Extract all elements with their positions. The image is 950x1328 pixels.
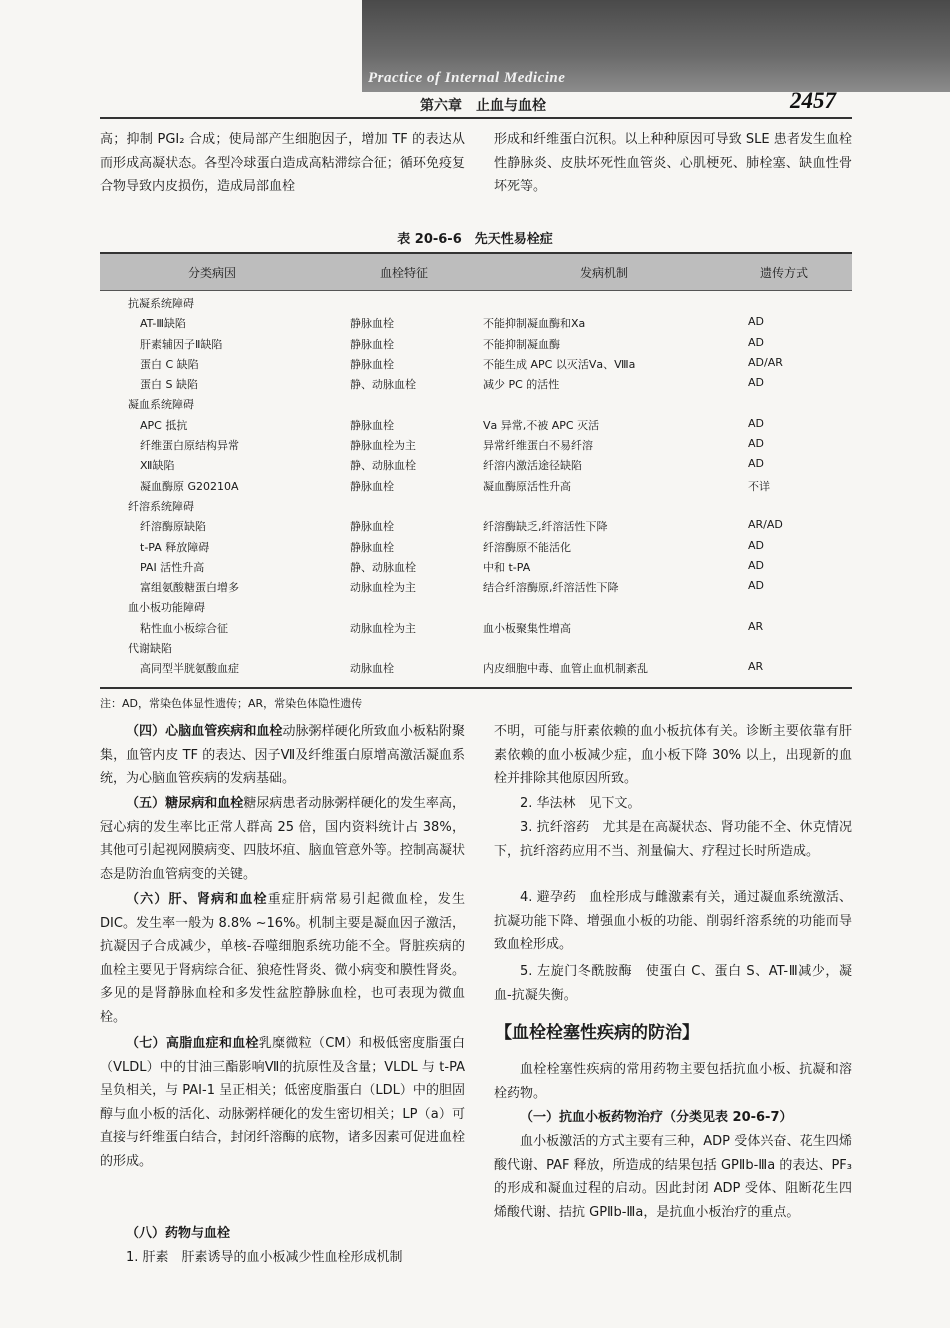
table-body <box>100 292 852 678</box>
para-antifibrinolytic: 3. 抗纤溶药 尤其是在高凝状态、肾功能不全、休克情况下，抗纤溶药应用不当、剂量偏大、疗程过长时所造成。 <box>494 820 852 859</box>
table-cell: AD <box>748 457 764 471</box>
table-cell: 纤溶酶原缺陷 <box>140 520 206 534</box>
table-cell: 静脉血栓 <box>350 540 394 554</box>
table-header <box>100 252 852 291</box>
table-row <box>100 556 852 576</box>
table-row <box>100 637 852 657</box>
table-cell: 不能生成 APC 以灭活Ⅴa、Ⅷa <box>483 357 636 371</box>
table-cell: 富组氨酸糖蛋白增多 <box>140 581 239 595</box>
table-header-cell: 发病机制 <box>580 266 629 280</box>
table-cell: 代谢缺陷 <box>128 642 172 656</box>
table-cell: 纤溶酶缺乏,纤溶活性下降 <box>483 520 608 534</box>
table-row <box>100 333 852 353</box>
table-cell: AR <box>748 660 764 674</box>
table-header-cell: 分类病因 <box>188 266 237 280</box>
table-cell: 血小板聚集性增高 <box>483 621 571 635</box>
para-text: 1. 肝素 肝素诱导的血小板减少性血栓形成机制 <box>126 1250 403 1265</box>
para-drugs-heading <box>100 1222 465 1246</box>
table-row <box>100 292 852 312</box>
table-cell: 静脉血栓 <box>350 317 394 331</box>
para-text: 重症肝病常易引起微血栓，发生 DIC。发生率一般为 8.8% ~16%。机制主要是凝血因子激活，抗凝因子合成减少，单核-吞噬细胞系统功能不全。肾脏疾病的血栓主要见于肾病综合征、狼疮性肾炎、微小病变和膜性肾炎。多见的是肾静脉血栓和多发性盆腔静脉血栓，也可表现为微血栓。 <box>100 892 465 1025</box>
table-row <box>100 495 852 515</box>
table-cell: AD <box>748 558 764 572</box>
table-row <box>100 536 852 556</box>
para-text: 动脉粥样硬化所致血小板粘附聚集，血管内皮 TF 的表达、因子Ⅶ及纤维蛋白原增高激活凝血系统，为心脑血管疾病的发病基础。 <box>100 724 465 786</box>
table-cell: 抗凝系统障碍 <box>128 297 194 310</box>
para-contraceptive: 4. 避孕药 血栓形成与雌激素有关，通过凝血系统激活、抗凝功能下降、增强血小板的功能、削弱纤溶系统的功能而导致血栓形成。 <box>494 890 852 952</box>
section-subtitle <box>494 1106 852 1130</box>
para-text: 乳糜微粒（CM）和极低密度脂蛋白（VLDL）中的甘油三酯影响Ⅶ的抗原性及含量；VLDL 与 t-PA 呈负相关，与 PAI-1 呈正相关；低密度脂蛋白（LDL）中的胆固醇与血小板的活化、动脉粥样硬化的发生密切相关；LP（a）可直接与纤维蛋白结合，封闭纤溶酶的底物，诸多因素可促进血栓的形成。 <box>100 1036 465 1169</box>
table-cell: 蛋白 C 缺陷 <box>140 357 199 371</box>
top-right-paragraph: 形成和纤维蛋白沉积。以上种种原因可导致 SLE 患者发生血栓性静脉炎、皮肤坏死性血管炎、心肌梗死、肺栓塞、缺血性骨坏死等。 <box>494 132 852 194</box>
para-text: 糖尿病患者动脉粥样硬化的发生率高，冠心病的发生率比正常人群高 25 倍，国内资料统计占 38%，其他可引起视网膜病变、四肢坏疽、脑血管意外等。控制高凝状态是防治血管病变的关键。 <box>100 796 465 882</box>
para-liver-kidney <box>100 888 465 1029</box>
table-cell: 粘性血小板综合征 <box>140 621 228 635</box>
table-cell: 结合纤溶酶原,纤溶活性下降 <box>483 581 619 595</box>
table-cell: 静脉血栓 <box>350 418 394 432</box>
table-cell: 血小板功能障碍 <box>128 601 205 615</box>
table-cell: AR <box>748 619 764 633</box>
para-cardio <box>100 720 465 791</box>
table-cell: 内皮细胞中毒、血管止血机制紊乱 <box>483 662 648 676</box>
para-asparaginase: 5. 左旋门冬酰胺酶 使蛋白 C、蛋白 S、AT-Ⅲ减少，凝血-抗凝失衡。 <box>494 964 852 1003</box>
table-row <box>100 434 852 454</box>
table-header-cell: 遗传方式 <box>760 266 809 280</box>
section-title: 【血栓栓塞性疾病的防治】 <box>495 1023 699 1043</box>
table-cell: AD <box>748 538 764 552</box>
section-intro: 血栓栓塞性疾病的常用药物主要包括抗血小板、抗凝和溶栓药物。 <box>494 1062 852 1101</box>
table-row <box>100 657 852 677</box>
table-cell: Ⅴa 异常,不被 APC 灭活 <box>483 418 600 432</box>
table-cell: AR/AD <box>748 518 783 532</box>
table-row <box>100 576 852 596</box>
table-cell: AD <box>748 437 764 451</box>
para-label: （七）高脂血症和血栓 <box>126 1036 259 1051</box>
header-rule <box>100 117 852 119</box>
table-row <box>100 515 852 535</box>
table-cell: 动脉血栓为主 <box>350 581 416 595</box>
table-cell: 动脉血栓为主 <box>350 621 416 635</box>
table-cell: 凝血酶原 G20210A <box>140 479 239 493</box>
table-cell: 不能抑制凝血酶 <box>483 337 560 351</box>
table-cell: 肝素辅因子Ⅱ缺陷 <box>140 337 223 351</box>
table-cell: AD <box>748 315 764 329</box>
table-cell: 静脉血栓为主 <box>350 439 416 453</box>
table-cell: 静脉血栓 <box>350 520 394 534</box>
table-note: 注：AD，常染色体显性遗传；AR，常染色体隐性遗传 <box>100 697 363 710</box>
table-cell: AD <box>748 416 764 430</box>
para-label: （四）心脑血管疾病和血栓 <box>126 724 283 739</box>
table-cell: 不详 <box>748 479 770 493</box>
table-row <box>100 454 852 474</box>
journal-title: Practice of Internal Medicine <box>368 70 566 86</box>
para-label: （六）肝、肾病和血栓 <box>126 892 268 907</box>
table-cell: t-PA 释放障碍 <box>140 540 210 554</box>
para-warfarin: 2. 华法林 见下文。 <box>520 796 641 811</box>
table-cell: AD <box>748 376 764 390</box>
para-heparin <box>100 1246 465 1270</box>
subsection-title: （一）抗血小板药物治疗（分类见表 20-6-7） <box>520 1110 793 1125</box>
table-cell: AD/AR <box>748 355 783 369</box>
table-cell: 静、动脉血栓 <box>350 560 416 574</box>
para-label: （五）糖尿病和血栓 <box>126 796 244 811</box>
para-hyperlipidemia <box>100 1032 465 1173</box>
table-cell: 纤溶系统障碍 <box>128 499 194 513</box>
table-cell: PAI 活性升高 <box>140 560 205 574</box>
table-row <box>100 373 852 393</box>
para-heparin-cont: 不明，可能与肝素依赖的血小板抗体有关。诊断主要依靠有肝素依赖的血小板减少症，血小板下降 30% 以上，出现新的血栓并排除其他原因所致。 <box>494 724 852 786</box>
top-left-paragraph: 高；抑制 PGI₂ 合成；使局部产生细胞因子，增加 TF 的表达从而形成高凝状态。各型冷球蛋白造成高粘滞综合征；循环免疫复合物导致内皮损伤，造成局部血栓 <box>100 132 465 194</box>
table-cell: 静、动脉血栓 <box>350 378 416 392</box>
table-cell: 不能抑制凝血酶和Ⅹa <box>483 317 586 331</box>
table-cell: 纤溶酶原不能活化 <box>483 540 571 554</box>
table-cell: 中和 t-PA <box>483 560 531 574</box>
table-cell: 纤溶内激活途径缺陷 <box>483 459 582 473</box>
table-cell: Ⅻ缺陷 <box>140 459 175 473</box>
table-cell: 动脉血栓 <box>350 662 394 676</box>
table-cell: 静脉血栓 <box>350 357 394 371</box>
table-cell: 静、动脉血栓 <box>350 459 416 473</box>
table-cell: AT-Ⅲ缺陷 <box>140 317 186 331</box>
para-diabetes <box>100 792 465 886</box>
table-row <box>100 353 852 373</box>
table-row <box>100 312 852 332</box>
section-body: 血小板激活的方式主要有三种，ADP 受体兴奋、花生四烯酸代谢、PAF 释放，所造成的结果包括 GPⅡb-Ⅲa 的表达、PF₃ 的形成和凝血过程的启动。因此封闭 ADP 受体、阻断花生四烯酸代谢、拮抗 GPⅡb-Ⅲa，是抗血小板治疗的重点。 <box>494 1134 852 1220</box>
table-row <box>100 475 852 495</box>
table-row <box>100 596 852 616</box>
table-bottom-rule <box>100 687 852 689</box>
table-cell: 减少 PC 的活性 <box>483 378 560 392</box>
table-cell: 凝血系统障碍 <box>128 398 194 412</box>
table-cell: 蛋白 S 缺陷 <box>140 378 198 392</box>
page-number: 2457 <box>790 88 836 113</box>
table-row <box>100 617 852 637</box>
para-label: （八）药物与血栓 <box>126 1226 231 1241</box>
table-title: 表 20-6-6 先天性易栓症 <box>397 232 553 247</box>
table-cell: 凝血酶原活性升高 <box>483 479 571 493</box>
table-cell: APC 抵抗 <box>140 418 188 432</box>
table-cell: AD <box>748 335 764 349</box>
table-cell: 静脉血栓 <box>350 337 394 351</box>
table-row <box>100 393 852 413</box>
table-cell: 异常纤维蛋白不易纤溶 <box>483 439 593 453</box>
table-row <box>100 414 852 434</box>
table-cell: 纤维蛋白原结构异常 <box>140 439 239 453</box>
table-header-cell: 血栓特征 <box>380 266 429 280</box>
table-cell: AD <box>748 579 764 593</box>
table-cell: 高同型半胱氨酸血症 <box>140 662 239 676</box>
table-cell: 静脉血栓 <box>350 479 394 493</box>
chapter-title: 第六章 止血与血栓 <box>420 98 546 114</box>
